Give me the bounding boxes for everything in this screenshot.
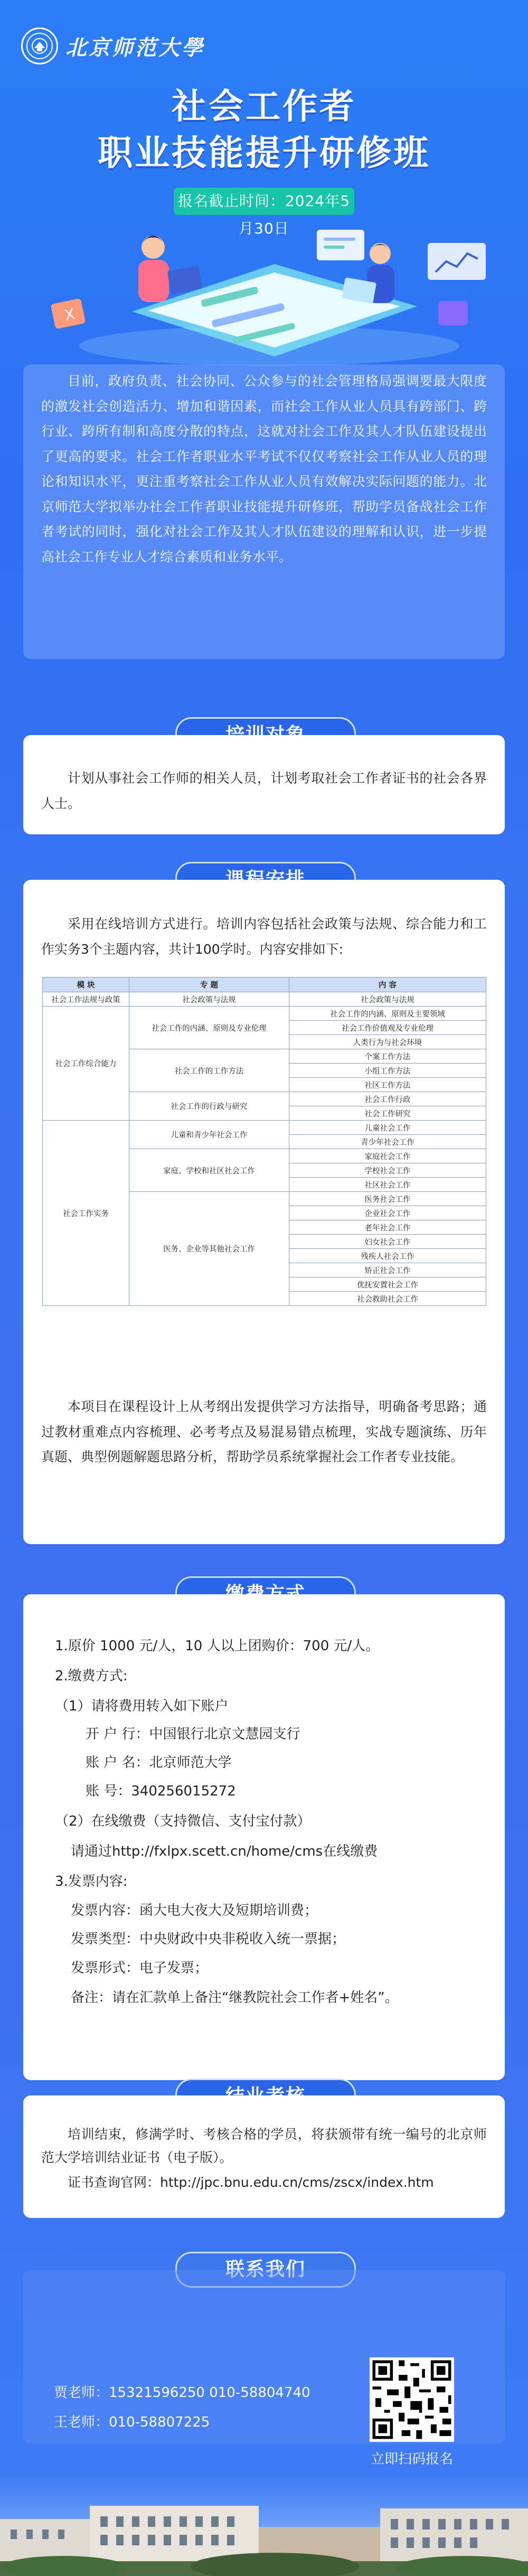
deadline-badge: 报名截止时间：2024年5月30日 [174, 187, 354, 215]
payment-line: 发票类型：中央财政中央非税收入统一票据； [71, 1931, 346, 1947]
table-cell-content: 老年社会工作 [289, 1220, 486, 1235]
university-logo [21, 27, 205, 64]
page-title-line1: 社会工作者 [172, 86, 356, 127]
table-cell-content: 小组工作方法 [289, 1064, 486, 1078]
table-cell-content: 学校社会工作 [289, 1163, 486, 1178]
table-cell-content: 儿童社会工作 [289, 1121, 486, 1135]
qr-code-icon[interactable] [370, 2357, 454, 2442]
table-header-module: 模 块 [43, 977, 129, 992]
target-text: 计划从事社会工作师的相关人员，计划考取社会工作者证书的社会各界人士。 [41, 770, 487, 811]
table-cell-topic: 医务、企业等其他社会工作 [129, 1192, 289, 1306]
table-cell-topic: 儿童和青少年社会工作 [129, 1121, 289, 1149]
payment-line: 开 户 行：中国银行北京文慧园支行 [86, 1726, 300, 1742]
table-cell-content: 社区工作方法 [289, 1078, 486, 1092]
payment-line: （1）请将费用转入如下账户 [55, 1698, 229, 1714]
table-cell-content: 社会工作研究 [289, 1106, 486, 1121]
table-cell-topic: 家庭、学校和社区社会工作 [129, 1149, 289, 1192]
table-cell-module: 社会工作实务 [43, 1121, 129, 1306]
table-cell-content: 企业社会工作 [289, 1206, 486, 1220]
course-outro-wrap [23, 1394, 505, 1470]
table-cell-content: 残疾人社会工作 [289, 1249, 486, 1263]
svg-text:X: X [63, 305, 77, 325]
payment-line: 1.原价 1000 元/人，10 人以上团购价：700 元/人。 [55, 1638, 380, 1654]
qr-label: 立即扫码报名 [370, 2451, 453, 2467]
table-cell-module: 社会工作综合能力 [43, 1007, 129, 1121]
table-cell-content: 社会工作行政 [289, 1092, 486, 1106]
table-row [43, 1121, 486, 1135]
certificate-query-link[interactable]: 证书查询官网：http://jpc.bnu.edu.cn/cms/zscx/index.htm [68, 2175, 434, 2190]
campus-photo [0, 2477, 528, 2576]
table-header-content: 内 容 [289, 977, 486, 992]
payment-line[interactable]: 请通过http://fxlpx.scett.cn/home/cms在线缴费 [71, 1844, 378, 1859]
university-name: 北京师范大學 [65, 35, 205, 60]
page-title-line2: 职业技能提升研修班 [98, 133, 430, 173]
table-cell-content: 社会救助社会工作 [289, 1292, 486, 1306]
table-row [43, 1007, 486, 1021]
course-table-header-row [43, 977, 486, 992]
course-outro-text: 本项目在课程设计上从考纲出发提供学习方法指导，明确备考思路；通过教材重难点内容梳理、必考考点及易混易错点梳理，实战专题演练、历年真题、典型例题解题思路分析，帮助学员系统掌握社会工作者专业技能。 [41, 1399, 487, 1464]
completion-panel [23, 2095, 505, 2218]
intro-text: 目前，政府负责、社会协同、公众参与的社会管理格局强调要最大限度的激发社会创造活力、增加和谐因素，而社会工作从业人员具有跨部门、跨行业、跨所有制和高度分散的特点，这就对社会工作及其人才队伍建设提出了更高的要求。社会工作者职业水平考试不仅仅考察社会工作从业人员的理论和知识水平，更注重考察社会工作从业人员有效解决实际问题的能力。北京师范大学拟举办社会工作者职业技能提升研修班，帮助学员备战社会工作者考试的同时，强化对社会工作及其人才队伍建设的理解和认识，进一步提高社会工作专业人才综合素质和业务水平。 [41, 373, 487, 565]
table-cell-content: 妇女社会工作 [289, 1235, 486, 1249]
payment-line: 账 号：340256015272 [86, 1783, 236, 1799]
contact-jia: 贾老师：15321596250 010-58804740 [54, 2385, 310, 2401]
course-intro-text: 采用在线培训方式进行。培训内容包括社会政策与法规、综合能力和工作实务3个主题内容，共计100学时。内容安排如下: [41, 916, 487, 957]
university-seal-icon [21, 27, 58, 64]
payment-line: 2.缴费方式: [55, 1668, 128, 1684]
table-cell-topic: 社会政策与法规 [129, 992, 289, 1007]
target-panel [23, 735, 505, 834]
hero-illustration [21, 222, 507, 370]
table-row [43, 992, 486, 1007]
table-cell-content: 青少年社会工作 [289, 1135, 486, 1149]
table-cell-topic: 社会工作的内涵、原则及专业伦理 [129, 1007, 289, 1049]
payment-line: 备注：请在汇款单上备注“继教院社会工作者+姓名”。 [71, 1990, 399, 2006]
payment-line: （2）在线缴费（支持微信、支付宝付款） [55, 1813, 311, 1829]
section-title-contact: 联系我们 [175, 2252, 356, 2288]
contact-wang: 王老师：010-58807225 [54, 2414, 210, 2430]
table-cell-content: 优抚安置社会工作 [289, 1277, 486, 1292]
table-cell-content: 医务社会工作 [289, 1192, 486, 1206]
course-table [42, 977, 486, 1306]
course-table-body [43, 992, 486, 1306]
table-cell-topic: 社会工作的工作方法 [129, 1049, 289, 1092]
table-cell-content: 社会工作价值观及专业伦理 [289, 1021, 486, 1035]
intro-panel [23, 364, 505, 659]
table-cell-content: 家庭社会工作 [289, 1149, 486, 1163]
table-cell-content: 社会政策与法规 [289, 992, 486, 1007]
table-header-topic: 专 题 [129, 977, 289, 992]
table-cell-module: 社会工作法规与政策 [43, 992, 129, 1007]
table-cell-content: 个案工作方法 [289, 1049, 486, 1064]
payment-line: 3.发票内容: [55, 1874, 128, 1889]
table-cell-topic: 社会工作的行政与研究 [129, 1092, 289, 1121]
payment-line: 发票内容：函大电大夜大及短期培训费； [71, 1903, 318, 1919]
completion-text: 培训结束，修满学时、考核合格的学员，将获颁带有统一编号的北京师范大学培训结业证书（电子版）。 [41, 2127, 487, 2165]
table-cell-content: 社会工作的内涵、原则及主要领域 [289, 1007, 486, 1021]
table-cell-content: 矫正社会工作 [289, 1263, 486, 1277]
payment-line: 账 户 名：北京师范大学 [86, 1755, 232, 1771]
table-cell-content: 社区社会工作 [289, 1178, 486, 1192]
payment-line: 发票形式：电子发票； [71, 1960, 209, 1976]
table-cell-content: 人类行为与社会环境 [289, 1035, 486, 1049]
